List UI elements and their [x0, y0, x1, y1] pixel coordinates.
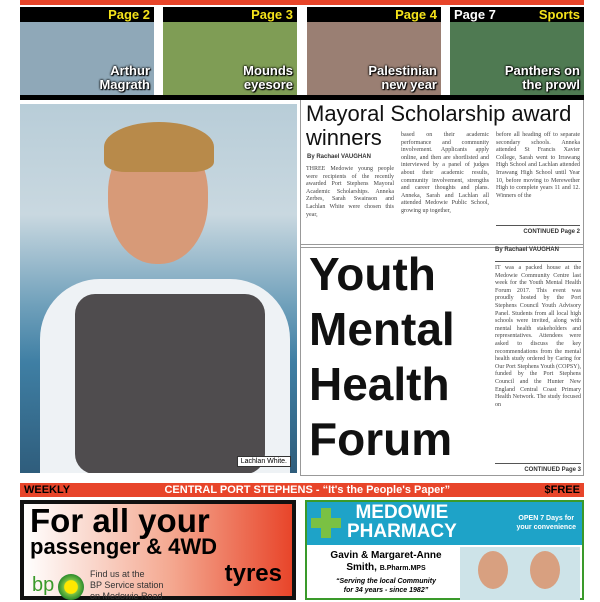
- ad-tyres-word: tyres: [224, 560, 282, 587]
- article-byline: By Rachael VAUGHAN: [495, 247, 559, 253]
- ad-location: Find us at the BP Service station on Medowie Road: [90, 569, 164, 601]
- teaser-caption: Mounds eyesore: [243, 63, 293, 92]
- continued-link[interactable]: CONTINUED Page 2: [496, 225, 580, 235]
- article-body: IT was a packed house at the Medowie Community Centre last week for the Youth Mental Health Forum 2017. This event was proudly hosted by the Port Stephens Council Youth Advisory Panel. Students from all local high schools were invited, along with mental health stakeholders and representatives. Attendees were asked to discuss the key recommendations from the mental health study ordered by Caring for Our Port Stephens Youth (COPSY), funded by the Port Stephens Council and the Hunter New England Central Coast Primary Health Network. The study focused on: [495, 261, 581, 409]
- teaser-page-7-sports[interactable]: [450, 7, 584, 95]
- teaser-section-label: Sports: [538, 7, 580, 22]
- bp-sunflower-icon: [58, 574, 84, 600]
- bp-logo: bp: [32, 574, 55, 596]
- article-headline: Mayoral Scholarship award winners: [306, 101, 572, 150]
- footer-price: $FREE: [544, 484, 580, 496]
- article-mayoral-scholarship: [300, 100, 584, 248]
- ad-subheadline: passenger & 4WD: [30, 534, 218, 559]
- pharmacy-cross-icon: [311, 508, 341, 538]
- article-youth-mental-health: [300, 244, 584, 476]
- continued-link[interactable]: CONTINUED Page 3: [495, 463, 581, 473]
- teaser-page-3[interactable]: [163, 7, 297, 95]
- pharmacy-hours: OPEN 7 Days for your convenience: [516, 515, 576, 531]
- teaser-caption: Arthur Magrath: [99, 63, 150, 92]
- pharmacy-name: MEDOWIE PHARMACY: [347, 502, 457, 542]
- ad-pharmacy[interactable]: [305, 500, 584, 600]
- teaser-page-label: Page 2: [108, 7, 150, 22]
- teaser-page-label: Page 4: [395, 7, 437, 22]
- teaser-page-4[interactable]: [307, 7, 441, 95]
- top-color-bar: [20, 0, 584, 5]
- article-column: based on their academic performance and community involvement. Applicants apply online, and then are shortlisted and interviewed by a panel of judges about their academic results, community involvement, strengths and career thoughts and plans. Anneka, Sarah and Lachlan all attended Medowie Public School, growing up together,: [401, 132, 489, 214]
- photo-credit: Lachlan White.: [237, 456, 291, 467]
- teaser-page-2[interactable]: [20, 7, 154, 95]
- article-byline: By Rachael VAUGHAN: [307, 154, 371, 160]
- ad-headline: For all your: [30, 502, 210, 539]
- pharmacists-photo: [460, 547, 580, 600]
- article-column: before all heading off to separate secondary schools. Anneka attended St Francis Xavier College, Sarah went to Irrawang High School and Lachlan attended Irrawang High School until Year 10, before moving to Merewether High to complete years 11 and 12. Winners of the: [496, 132, 580, 199]
- teaser-page-label: Page 3: [251, 7, 293, 22]
- ad-tyres[interactable]: [20, 500, 296, 600]
- footer-tagline: CENTRAL PORT STEPHENS - “It's the People's Paper”: [164, 484, 451, 496]
- pharmacy-owners: Gavin & Margaret-Anne Smith, B.Pharm.MPS “Serving the local Community for 34 years - since 1982”: [330, 550, 442, 594]
- teaser-caption: Panthers on the prowl: [504, 63, 580, 92]
- lead-photo: [20, 104, 297, 473]
- article-column: THREE Medowie young people were recipients of the recently awarded Port Stephens Mayoral Academic Scholarships. Anneka Zerbes, Sarah Swainson and Lachlan White were chosen this year,: [306, 166, 394, 218]
- footer-weekly: WEEKLY: [24, 484, 71, 496]
- teaser-page-label: Page 7: [454, 7, 496, 22]
- teaser-caption: Palestinian new year: [368, 63, 437, 92]
- article-headline: Youth Mental Health Forum: [309, 248, 455, 465]
- masthead-footer-bar: [20, 483, 584, 497]
